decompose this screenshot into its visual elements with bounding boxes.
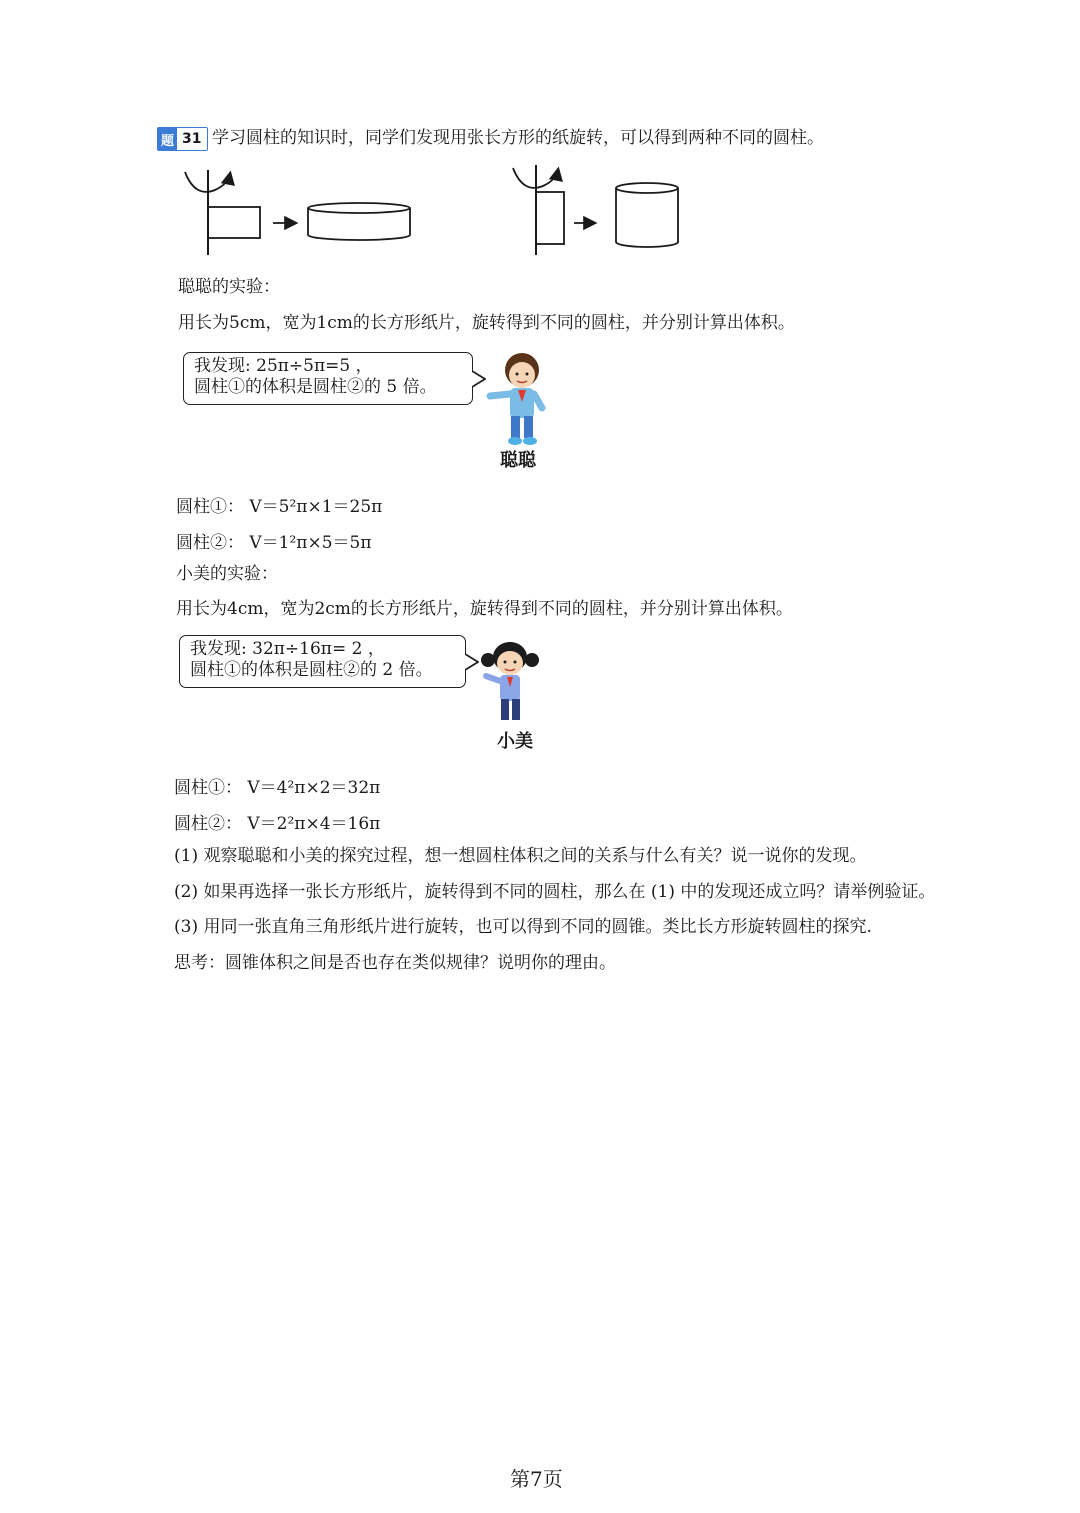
bubble-line: 我发现: 32π÷16π= 2 ， [190,639,385,659]
question-think: 思考：圆锥体积之间是否也存在类似规律？说明你的理由。 [174,953,616,973]
page-number: 第7页 [510,1467,563,1491]
bubble-line: 圆柱①的体积是圆柱②的 5 倍。 [194,377,437,397]
girl-character-icon [478,640,542,724]
congcong-speech-bubble [183,352,473,405]
question-intro: 学习圆柱的知识时，同学们发现用张长方形的纸旋转，可以得到两种不同的圆柱。 [212,128,824,148]
congcong-cylinder-1: 圆柱①： V＝5²π×1＝25π [176,497,383,517]
xiaomei-cylinder-1: 圆柱①： V＝4²π×2＝32π [174,778,381,798]
question-2: (2) 如果再选择一张长方形纸片，旋转得到不同的圆柱，那么在 (1) 中的发现还成立吗？请举例验证。 [174,882,936,902]
short-cylinder-icon [308,203,410,240]
boy-character-icon [484,350,556,450]
congcong-heading: 聪聪的实验： [178,277,280,297]
question-3: (3) 用同一张直角三角形纸片进行旋转，也可以得到不同的圆锥。类比长方形旋转圆柱的探究. [174,917,872,937]
bubble-line: 圆柱①的体积是圆柱②的 2 倍。 [190,660,433,680]
xiaomei-heading: 小美的实验： [176,564,278,584]
xiaomei-name: 小美 [497,731,533,752]
rectangle-tall [536,192,564,244]
xiaomei-description: 用长为4cm，宽为2cm的长方形纸片，旋转得到不同的圆柱，并分别计算出体积。 [176,599,793,619]
question-1: (1) 观察聪聪和小美的探究过程，想一想圆柱体积之间的关系与什么有关？说一说你的发现。 [174,846,867,866]
bubble-line: 我发现: 25π÷5π=5 ， [194,356,373,376]
badge-number: 31 [182,131,202,147]
rectangle-wide [208,207,260,238]
congcong-cylinder-2: 圆柱②： V＝1²π×5＝5π [176,533,372,553]
xiaomei-cylinder-2: 圆柱②： V＝2²π×4＝16π [174,814,381,834]
congcong-name: 聪聪 [500,450,536,471]
xiaomei-speech-bubble [179,635,466,688]
congcong-description: 用长为5cm，宽为1cm的长方形纸片，旋转得到不同的圆柱，并分别计算出体积。 [178,313,795,333]
bubble-tail [465,652,479,672]
question-badge [157,127,208,151]
rotation-diagram [170,160,690,260]
badge-label: 题 [158,128,177,150]
tall-cylinder-icon [616,183,678,247]
